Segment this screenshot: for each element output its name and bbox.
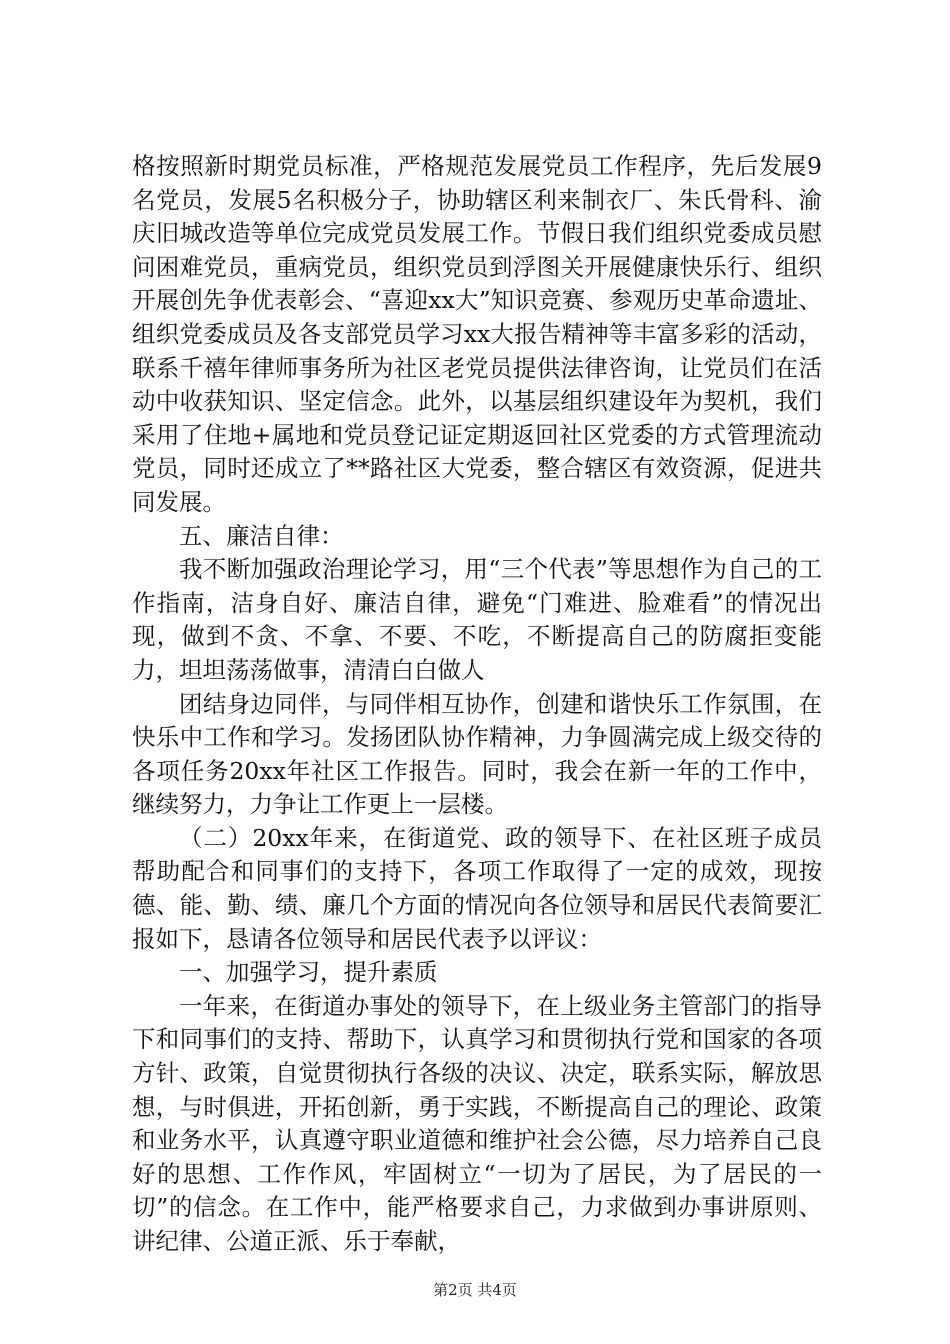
paragraph-study: 一年来，在街道办事处的领导下，在上级业务主管部门的指导下和同事们的支持、帮助下，认真学习和贯彻执行党和国家的各项方针、政策，自觉贯彻执行各级的决议、决定，联系实际，解放思想，与时俱进，开拓创新，勇于实践，不断提高自己的理论、政策和业务水平，认真遵守职业道德和维护社会公德，尽力培养自己良好的思想、工作作风，牢固树立“一切为了居民，为了居民的一切”的信念。在工作中，能严格要求自己，力求做到办事讲原则、讲纪律、公道正派、乐于奉献，	[132, 991, 822, 1255]
document-body	[132, 150, 822, 1259]
paragraph-party-development: 格按照新时期党员标准，严格规范发展党员工作程序，先后发展9名党员，发展5名积极分子，协助辖区利来制衣厂、朱氏骨科、渝庆旧城改造等单位完成党员发展工作。节假日我们组织党委成员慰问困难党员，重病党员，组织党员到浮图关开展健康快乐行、组织开展创先争优表彰会、“喜迎xx大”知识竞赛、参观历史革命遗址、组织党委成员及各支部党员学习xx大报告精神等丰富多彩的活动，联系千禧年律师事务所为社区老党员提供法律咨询，让党员们在活动中收获知识、坚定信念。此外，以基层组织建设年为契机，我们采用了住地+属地和党员登记证定期返回社区党委的方式管理流动党员，同时还成立了**路社区大党委，整合辖区有效资源，促进共同发展。	[132, 152, 822, 516]
paragraph-integrity: 我不断加强政治理论学习，用“三个代表”等思想作为自己的工作指南，洁身自好、廉洁自律，避免“门难进、脸难看”的情况出现，做到不贪、不拿、不要、不吃，不断提高自己的防腐拒变能力，坦坦荡荡做事，清清白白做人	[132, 555, 822, 684]
section-heading-integrity: 五、廉洁自律：	[179, 521, 344, 550]
paragraph-report-intro: （二）20xx年来，在街道党、政的领导下、在社区班子成员帮助配合和同事们的支持下，各项工作取得了一定的成效，现按德、能、勤、绩、廉几个方面的情况向各位领导和居民代表简要汇报如下，恳请各位领导和居民代表予以评议：	[132, 823, 822, 953]
page-footer: 第2页 共4页	[433, 1281, 517, 1299]
paragraph-teamwork: 团结身边同伴，与同伴相互协作，创建和谐快乐工作氛围，在快乐中工作和学习。发扬团队协作精神，力争圆满完成上级交待的各项任务20xx年社区工作报告。同时，我会在新一年的工作中，继续努力，力争让工作更上一层楼。	[132, 689, 822, 819]
section-heading-study: 一、加强学习，提升素质	[179, 958, 438, 987]
